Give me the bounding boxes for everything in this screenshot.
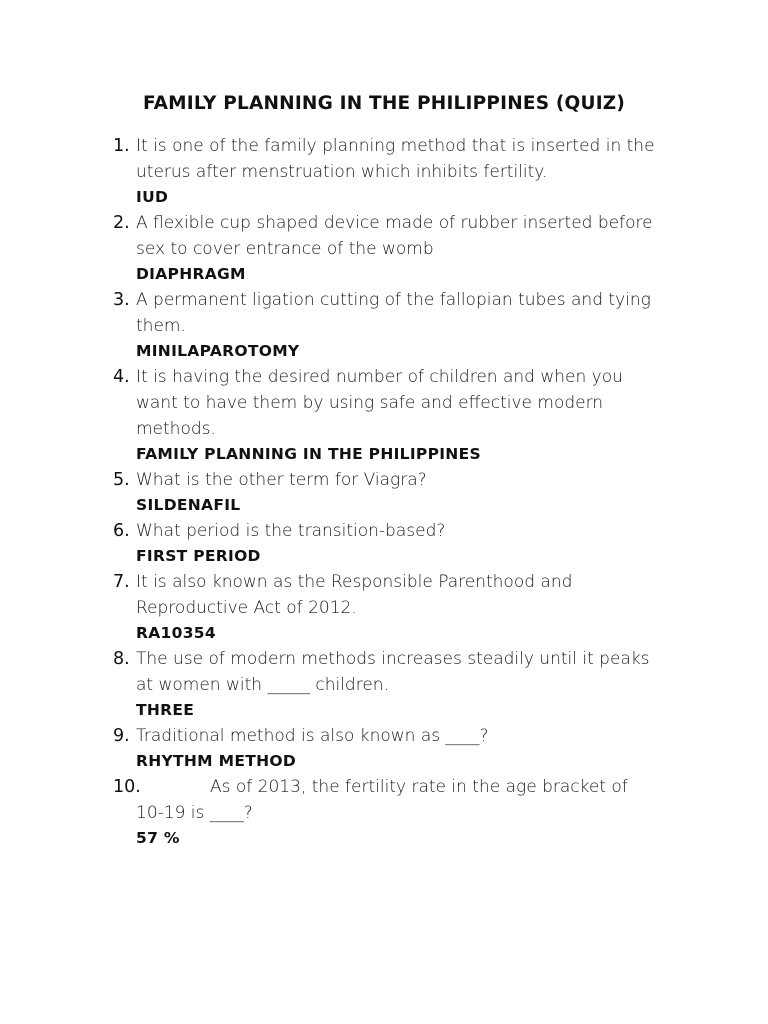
item-number: 6.: [113, 521, 130, 541]
item-number: 8.: [113, 649, 130, 669]
list-item: [0, 287, 768, 364]
list-item: [0, 364, 768, 467]
question-text: It is also known as the Responsible Parenthood and Reproductive Act of 2012.: [136, 572, 573, 618]
question-text: Traditional method is also known as ____?: [136, 726, 489, 746]
item-number: 9.: [113, 726, 130, 746]
item-number: 10.: [113, 777, 141, 797]
item-number: 5.: [113, 470, 130, 490]
list-item: [0, 569, 768, 646]
list-item: [0, 774, 768, 851]
list-item: [0, 467, 768, 518]
list-item: [0, 723, 768, 774]
answer-text: SILDENAFIL: [136, 496, 241, 514]
answer-text: DIAPHRAGM: [136, 265, 246, 283]
question-text: The use of modern methods increases steadily until it peaks at women with _____ children.: [136, 649, 650, 695]
quiz-list: [0, 133, 768, 851]
question-text: What is the other term for Viagra?: [136, 470, 427, 490]
question-text: It is one of the family planning method that is inserted in the uterus after menstruation which inhibits fertility.: [136, 136, 655, 182]
answer-text: FAMILY PLANNING IN THE PHILIPPINES: [136, 445, 481, 463]
question-text: What period is the transition-based?: [136, 521, 446, 541]
answer-text: FIRST PERIOD: [136, 547, 261, 565]
page-title: FAMILY PLANNING IN THE PHILIPPINES (QUIZ): [142, 93, 626, 114]
answer-text: THREE: [136, 701, 195, 719]
question-text: As of 2013, the fertility rate in the age bracket of 10-19 is ____?: [136, 777, 628, 823]
list-item: [0, 646, 768, 723]
answer-text: MINILAPAROTOMY: [136, 342, 300, 360]
item-number: 3.: [113, 290, 130, 310]
question-text: A flexible cup shaped device made of rubber inserted before sex to cover entrance of the womb: [136, 213, 653, 259]
item-number: 4.: [113, 367, 130, 387]
list-item: [0, 210, 768, 287]
answer-text: RHYTHM METHOD: [136, 752, 296, 770]
question-text: A permanent ligation cutting of the fallopian tubes and tying them.: [136, 290, 651, 336]
answer-text: IUD: [136, 188, 169, 206]
list-item: [0, 133, 768, 210]
answer-text: 57 %: [136, 829, 180, 847]
item-number: 1.: [113, 136, 130, 156]
list-item: [0, 518, 768, 569]
answer-text: RA10354: [136, 624, 216, 642]
item-number: 7.: [113, 572, 130, 592]
item-number: 2.: [113, 213, 130, 233]
question-text: It is having the desired number of children and when you want to have them by using safe and effective modern methods.: [136, 367, 623, 439]
